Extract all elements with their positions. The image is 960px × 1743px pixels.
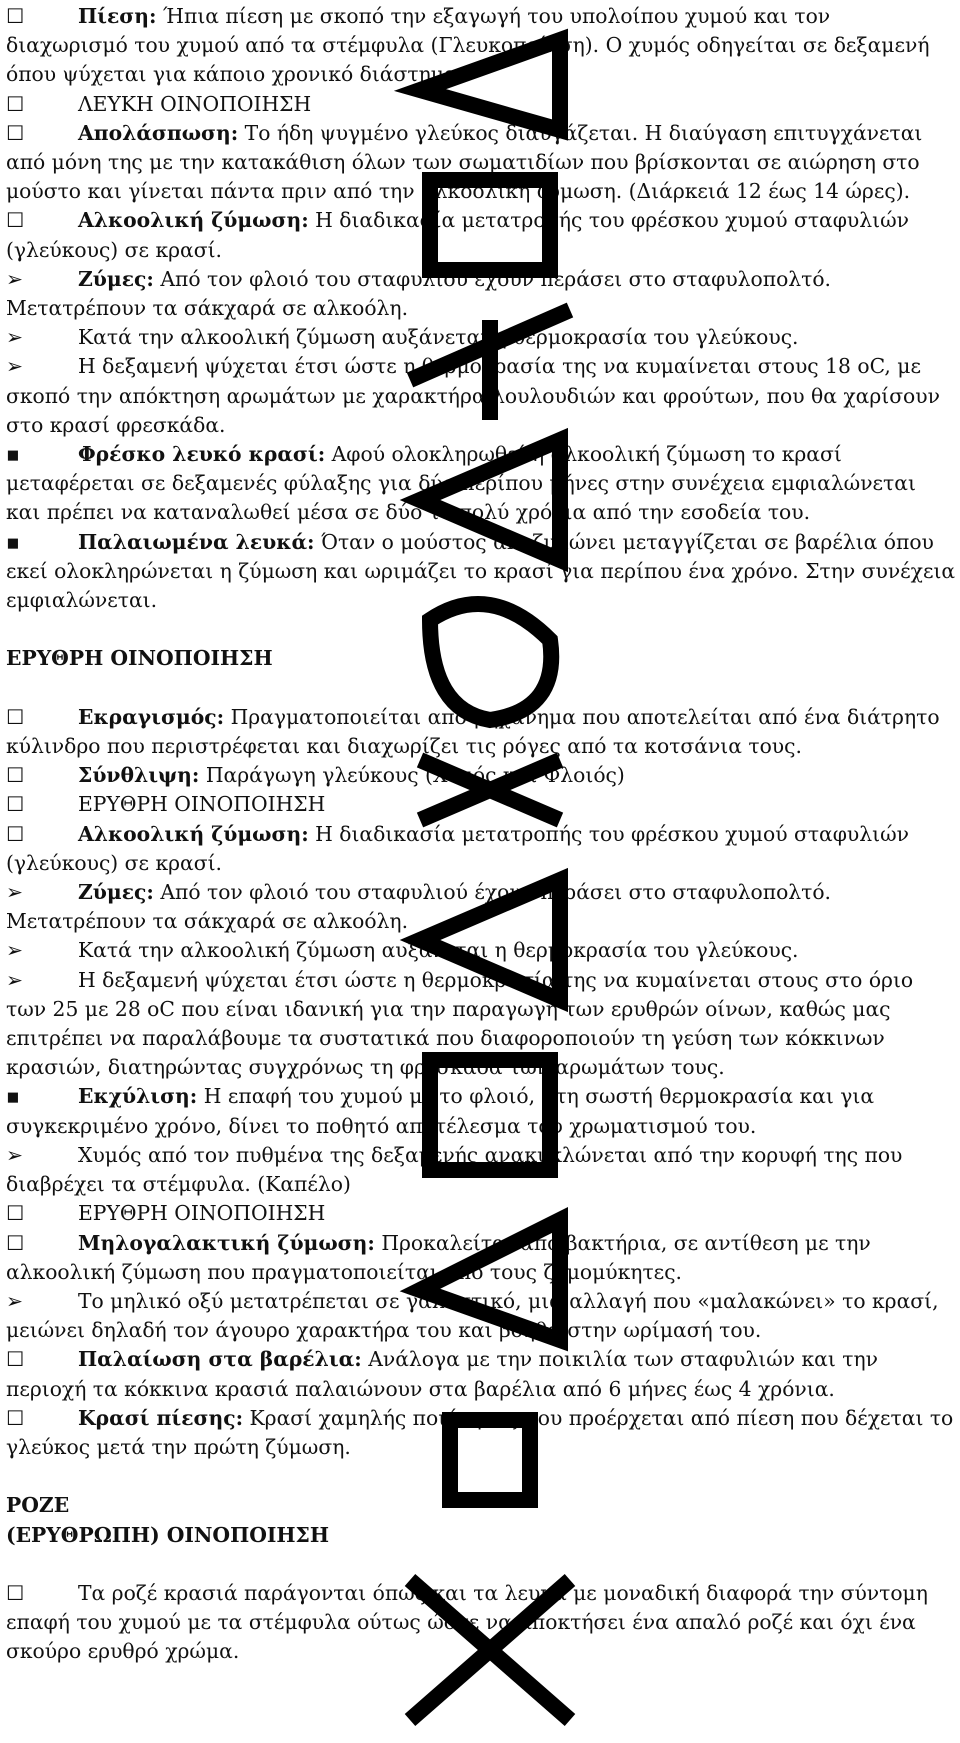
arrow-bullet-icon: ➢ <box>6 1142 23 1167</box>
paragraph-text: ΛΕΥΚΗ ΟΙΝΟΠΟΙΗΣΗ <box>78 91 312 116</box>
arrow-bullet-icon: ➢ <box>6 354 23 379</box>
box-bullet-icon: ☐ <box>6 208 25 233</box>
paragraph-0 <box>6 2 956 90</box>
box-bullet-icon: ☐ <box>6 704 25 729</box>
box-bullet-icon: ☐ <box>6 1230 25 1255</box>
paragraph-9 <box>6 1199 956 1228</box>
paragraph-text: Ανάλογα με την ποικιλία των σταφυλιών και την περιοχή τα κόκκινα κρασιά παλαιώνουν στα βαρέλια από 6 μήνες έως 4 χρόνια. <box>6 1347 878 1401</box>
paragraph-text: Τα ροζέ κρασιά παράγονται όπως και τα λευκά με μοναδική διαφορά την σύντομη επαφή του χυμού με τα στέμφυλα ούτως ώστε να αποκτήσει ένα απαλό ροζέ και όχι ένα σκούρο ερυθρό χρώμα. <box>6 1580 928 1664</box>
spacer <box>6 1462 956 1491</box>
square-bullet-icon: ▪ <box>6 529 20 554</box>
paragraph-text: Προκαλείται από βακτήρια, σε αντίθεση με την αλκοολική ζύμωση που πραγματοποιείται από τους ζυμομύκητες. <box>6 1230 871 1284</box>
box-bullet-icon: ☐ <box>6 792 25 817</box>
paragraph-text: Ήπια πίεση με σκοπό την εξαγωγή του υπολοίπου χυμού και τον διαχωρισμό του χυμού από τα στέμφυλα (Γλευκοποίηση). Ο χυμός οδηγείται σε δεξαμενή όπου ψύχεται για κάποιο χρονικό διάστημα. <box>6 4 930 87</box>
paragraph-10 <box>6 1229 956 1287</box>
paragraph-label: Σύνθλιψη: <box>78 763 200 788</box>
document-body <box>6 2 956 1667</box>
arrow-bullet-icon: ➢ <box>6 938 23 963</box>
paragraph-text: ΕΡΥΘΡΗ ΟΙΝΟΠΟΙΗΣΗ <box>78 1201 326 1226</box>
paragraph-text: Όταν ο μούστος αποζυμώνει μεταγγίζεται σε βαρέλια όπου εκεί ολοκληρώνεται η ζύμωση και ωριμάζει το κρασί για περίπου ένα χρόνο. Στην συνέχεια εμφιαλώνεται. <box>6 529 956 613</box>
rose-heading-line1: ΡΟΖΕ <box>6 1493 70 1518</box>
rose-wine-section <box>6 1579 956 1667</box>
paragraph-text: Η διαδικασία μετατροπής του φρέσκου χυμού σταφυλιών (γλεύκους) σε κρασί. <box>6 821 909 875</box>
paragraph-3 <box>6 820 956 878</box>
box-bullet-icon: ☐ <box>6 1580 25 1605</box>
box-bullet-icon: ☐ <box>6 1347 25 1372</box>
paragraph-text: Κατά την αλκοολική ζύμωση αυξάνεται η θερμοκρασία του γλεύκους. <box>78 938 799 963</box>
paragraph-3 <box>6 206 956 264</box>
paragraph-text: Χυμός από τον πυθμένα της δεξαμενής ανακυκλώνεται από την κορυφή της που διαβρέχει τα στέμφυλα. (Καπέλο) <box>6 1142 903 1197</box>
paragraph-text: Η δεξαμενή ψύχεται έτσι ώστε η θερμοκρασία της να κυμαίνεται στους στο όριο των 25 με 28 οC που είναι ιδανική για την παραγωγή των ερυθρών οίνων, καθώς μας επιτρέπει να παραλάβουμε τα συστατικά που διαφοροποιούν τη γεύση των κόκκινων κρασιών, διατηρώντας συγχρόνως τη φρεσκάδα των αρωμάτων τους. <box>6 967 914 1080</box>
paragraph-text: Αφού ολοκληρωθεί η αλκοολική ζύμωση το κρασί μεταφέρεται σε δεξαμενές φύλαξης για δύο περίπου μήνες στην συνέχεια εμφιαλώνεται και πρέπει να καταναλωθεί μέσα σε δύο το πολύ χρόνια από την εσοδεία του. <box>6 442 916 525</box>
paragraph-text: Η δεξαμενή ψύχεται έτσι ώστε η θερμοκρασία της να κυμαίνεται στους 18 οC, με σκοπό την απόκτηση αρωμάτων με χαρακτήρα λουλουδιών και φρούτων, που θα χαρίσουν στο κρασί φρεσκάδα. <box>6 354 940 437</box>
red-wine-heading: ΕΡΥΘΡΗ ΟΙΝΟΠΟΙΗΣΗ <box>6 646 273 671</box>
paragraph-6 <box>6 352 956 440</box>
arrow-bullet-icon: ➢ <box>6 266 23 291</box>
paragraph-0 <box>6 1579 956 1667</box>
paragraph-label: Πίεση: <box>78 4 157 28</box>
paragraph-1 <box>6 761 956 790</box>
paragraph-text: Πραγματοποιείται από μηχάνημα που αποτελείται από ένα διάτρητο κύλινδρο που περιστρέφεται και διαχωρίζει τις ρόγες από τα κοτσάνια τους. <box>6 704 940 759</box>
paragraph-label: Εκραγισμός: <box>78 704 225 729</box>
paragraph-text: Η διαδικασία μετατροπής του φρέσκου χυμού σταφυλιών (γλεύκους) σε κρασί. <box>6 208 909 262</box>
paragraph-label: Αλκοολική ζύμωση: <box>78 208 309 233</box>
spacer <box>6 1550 956 1579</box>
paragraph-0 <box>6 703 956 761</box>
paragraph-text: Παράγωγη γλεύκους (Χυμός και Φλοιός) <box>199 763 625 788</box>
paragraph-label: Εκχύλιση: <box>78 1084 198 1109</box>
paragraph-7 <box>6 440 956 528</box>
paragraph-8 <box>6 528 956 616</box>
red-wine-section <box>6 703 956 1462</box>
paragraph-5 <box>6 323 956 352</box>
paragraph-text: ΕΡΥΘΡΗ ΟΙΝΟΠΟΙΗΣΗ <box>78 792 326 817</box>
box-bullet-icon: ☐ <box>6 763 25 788</box>
paragraph-2 <box>6 119 956 207</box>
paragraph-7 <box>6 1082 956 1140</box>
paragraph-label: Παλαιωμένα λευκά: <box>78 529 315 554</box>
spacer <box>6 615 956 644</box>
box-bullet-icon: ☐ <box>6 821 25 846</box>
paragraph-1 <box>6 90 956 119</box>
arrow-bullet-icon: ➢ <box>6 967 23 992</box>
paragraph-text: Από τον φλοιό του σταφυλιού έχουν περάσει στο σταφυλοπολτό. Μετατρέπουν τα σάκχαρά σε αλκοόλη. <box>6 880 832 934</box>
paragraph-label: Απολάσπωση: <box>78 120 239 145</box>
square-bullet-icon: ▪ <box>6 442 20 467</box>
paragraph-text: Η επαφή του χυμού με το φλοιό, στη σωστή θερμοκρασία και για συγκεκριμένο χρόνο, δίνει το ποθητό αποτέλεσμα του χρωματισμού του. <box>6 1084 875 1138</box>
paragraph-text: Το ήδη ψυγμένο γλεύκος διαυγάζεται. Η διαύγαση επιτυγχάνεται από μόνη της με την κατακάθιση όλων των σωματιδίων που βρίσκονται σε αιώρηση στο μούστο και γίνεται πάντα πριν από την αλκοολική ζύμωση. (Διάρκειά 12 έως 14 ώρες). <box>6 120 923 204</box>
rose-heading-line2: (ΕΡΥΘΡΩΠΗ) ΟΙΝΟΠΟΙΗΣΗ <box>6 1522 330 1547</box>
paragraph-text: Από τον φλοιό του σταφυλιού έχουν περάσει στο σταφυλοπολτό. Μετατρέπουν τα σάκχαρά σε αλκοόλη. <box>6 266 832 321</box>
spacer <box>6 674 956 703</box>
box-bullet-icon: ☐ <box>6 1201 25 1226</box>
paragraph-6 <box>6 966 956 1083</box>
paragraph-label: Αλκοολική ζύμωση: <box>78 821 309 846</box>
arrow-bullet-icon: ➢ <box>6 325 23 350</box>
paragraph-label: Ζύμες: <box>78 266 154 291</box>
box-bullet-icon: ☐ <box>6 1405 25 1430</box>
paragraph-4 <box>6 878 956 936</box>
paragraph-5 <box>6 936 956 965</box>
square-bullet-icon: ▪ <box>6 1084 20 1109</box>
paragraph-13 <box>6 1404 956 1462</box>
arrow-bullet-icon: ➢ <box>6 1288 23 1313</box>
paragraph-text: Κρασί χαμηλής ποιότητας που προέρχεται από πίεση που δέχεται το γλεύκος μετά την πρώτη ζύμωση. <box>6 1405 954 1459</box>
paragraph-8 <box>6 1141 956 1199</box>
paragraph-text: Το μηλικό οξύ μετατρέπεται σε γαλακτικό, μια αλλαγή που «μαλακώνει» το κρασί, μειώνει δηλαδή τον άγουρο χαρακτήρα του και βοηθά στην ωρίμασή του. <box>6 1288 939 1343</box>
paragraph-label: Ζύμες: <box>78 880 154 905</box>
paragraph-11 <box>6 1287 956 1345</box>
box-bullet-icon: ☐ <box>6 91 25 116</box>
box-bullet-icon: ☐ <box>6 120 25 145</box>
box-bullet-icon: ☐ <box>6 4 25 28</box>
white-wine-section <box>6 2 956 615</box>
paragraph-2 <box>6 790 956 819</box>
arrow-bullet-icon: ➢ <box>6 880 23 905</box>
paragraph-12 <box>6 1345 956 1403</box>
paragraph-label: Μηλογαλακτική ζύμωση: <box>78 1230 375 1255</box>
paragraph-label: Κρασί πίεσης: <box>78 1405 244 1430</box>
paragraph-label: Φρέσκο λευκό κρασί: <box>78 442 326 467</box>
paragraph-4 <box>6 265 956 323</box>
paragraph-text: Κατά την αλκοολική ζύμωση αυξάνεται η θερμοκρασία του γλεύκους. <box>78 325 799 350</box>
paragraph-label: Παλαίωση στα βαρέλια: <box>78 1347 362 1372</box>
